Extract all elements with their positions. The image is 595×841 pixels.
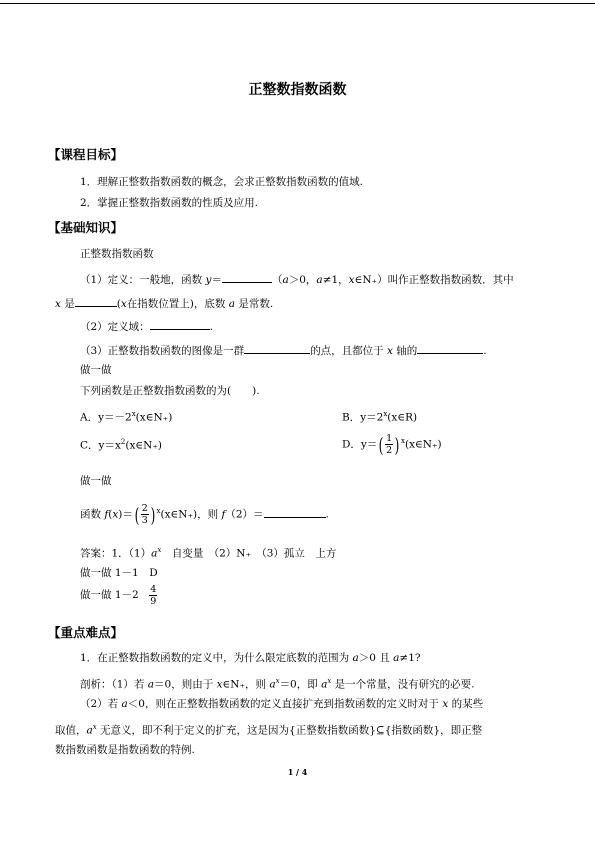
page-title: 正整数指数函数 [248, 82, 347, 98]
page-number: 1 / 4 [287, 767, 308, 777]
option-a: A．$y=-2^x(x\in N_+)$ [80, 410, 173, 424]
definition-line-1: （1）定义：一般地，函数 y＝ （a＞0，a≠1，x∈N₊）叫作正整数指数函数．其中 [80, 271, 514, 287]
answer-line-1: 答案：1．$(1)a^x$ 自变量 （2）N₊ （3）孤立 上方 [80, 546, 337, 560]
goal-item-2: 2．掌握正整数指数函数的性质及应用. [80, 197, 259, 209]
section-heading-basics: 【基础知识】 [48, 220, 124, 235]
practice-question-1: 下列函数是正整数指数函数的为( ). [80, 385, 260, 397]
definition-line-2: x 是 (x在指数位置上)，底数 a 是常数. [55, 295, 273, 311]
option-b: B．$y=2^x(x\in R)$ [342, 410, 418, 424]
basics-heading: 正整数指数函数 [80, 248, 154, 260]
blank-function [222, 271, 272, 283]
blank-f2 [264, 506, 326, 518]
blank-domain [150, 318, 210, 330]
blank-points [244, 342, 310, 354]
domain-line: （2）定义域： . [80, 318, 213, 334]
fraction-one-half: $\frac{1}{2}$ [386, 433, 393, 456]
goal-item-1: 1．理解正整数指数函数的概念，会求正整数指数函数的值域. [80, 176, 364, 188]
analysis-line-2: （2）若 a＜0，则在正整数指数函数的定义直接扩充到指数函数的定义时对于 x 的某些 [80, 698, 484, 710]
fraction-two-thirds: $\frac{2}{3}$ [141, 503, 148, 526]
option-d: D．y＝( $\frac{1}{2}$ ) $^x$(x∈N₊) [342, 432, 442, 457]
key-question-1: 1．在正整数指数函数的定义中，为什么限定底数的范围为 a＞0 且 a≠1? [80, 652, 421, 664]
practice-question-2: 函数 f(x)＝( $\frac{2}{3}$ ) $^x$(x∈N₊)，则 f（2）＝ . [80, 502, 329, 527]
practice-heading-1: 做一做 [80, 364, 112, 376]
section-heading-goals: 【课程目标】 [48, 147, 124, 162]
fraction-four-ninths: $\frac{4}{9}$ [150, 583, 157, 607]
practice-heading-2: 做一做 [80, 475, 112, 487]
analysis-line-4: 数指数函数是指数函数的特例. [55, 744, 195, 756]
analysis-line-3: 取值，$a^x$ 无意义，即不利于定义的扩充，这是因为{正整数指数函数}⊆{指数函数}，即正整 [55, 723, 483, 737]
section-heading-key: 【重点难点】 [48, 625, 124, 640]
blank-variable [75, 295, 117, 307]
top-rule [0, 3, 595, 4]
option-c: C．$y=x^2(x\in N_+)$ [80, 438, 162, 452]
answer-line-2: 做一做 1－1 D [80, 567, 158, 579]
analysis-line-1: 剖析：（1）若 a＝0，则由于 x∈N₊，则 $a^x=0$，即 $a^x$ 是一个常量，没有研究的必要. [80, 677, 475, 691]
answer-line-3: 做一做 1－2 $\frac{4}{9}$ [80, 583, 157, 607]
blank-position [417, 342, 483, 354]
graph-line: （3）正整数指数函数的图像是一群 的点，且都位于 x 轴的 . [80, 342, 487, 358]
